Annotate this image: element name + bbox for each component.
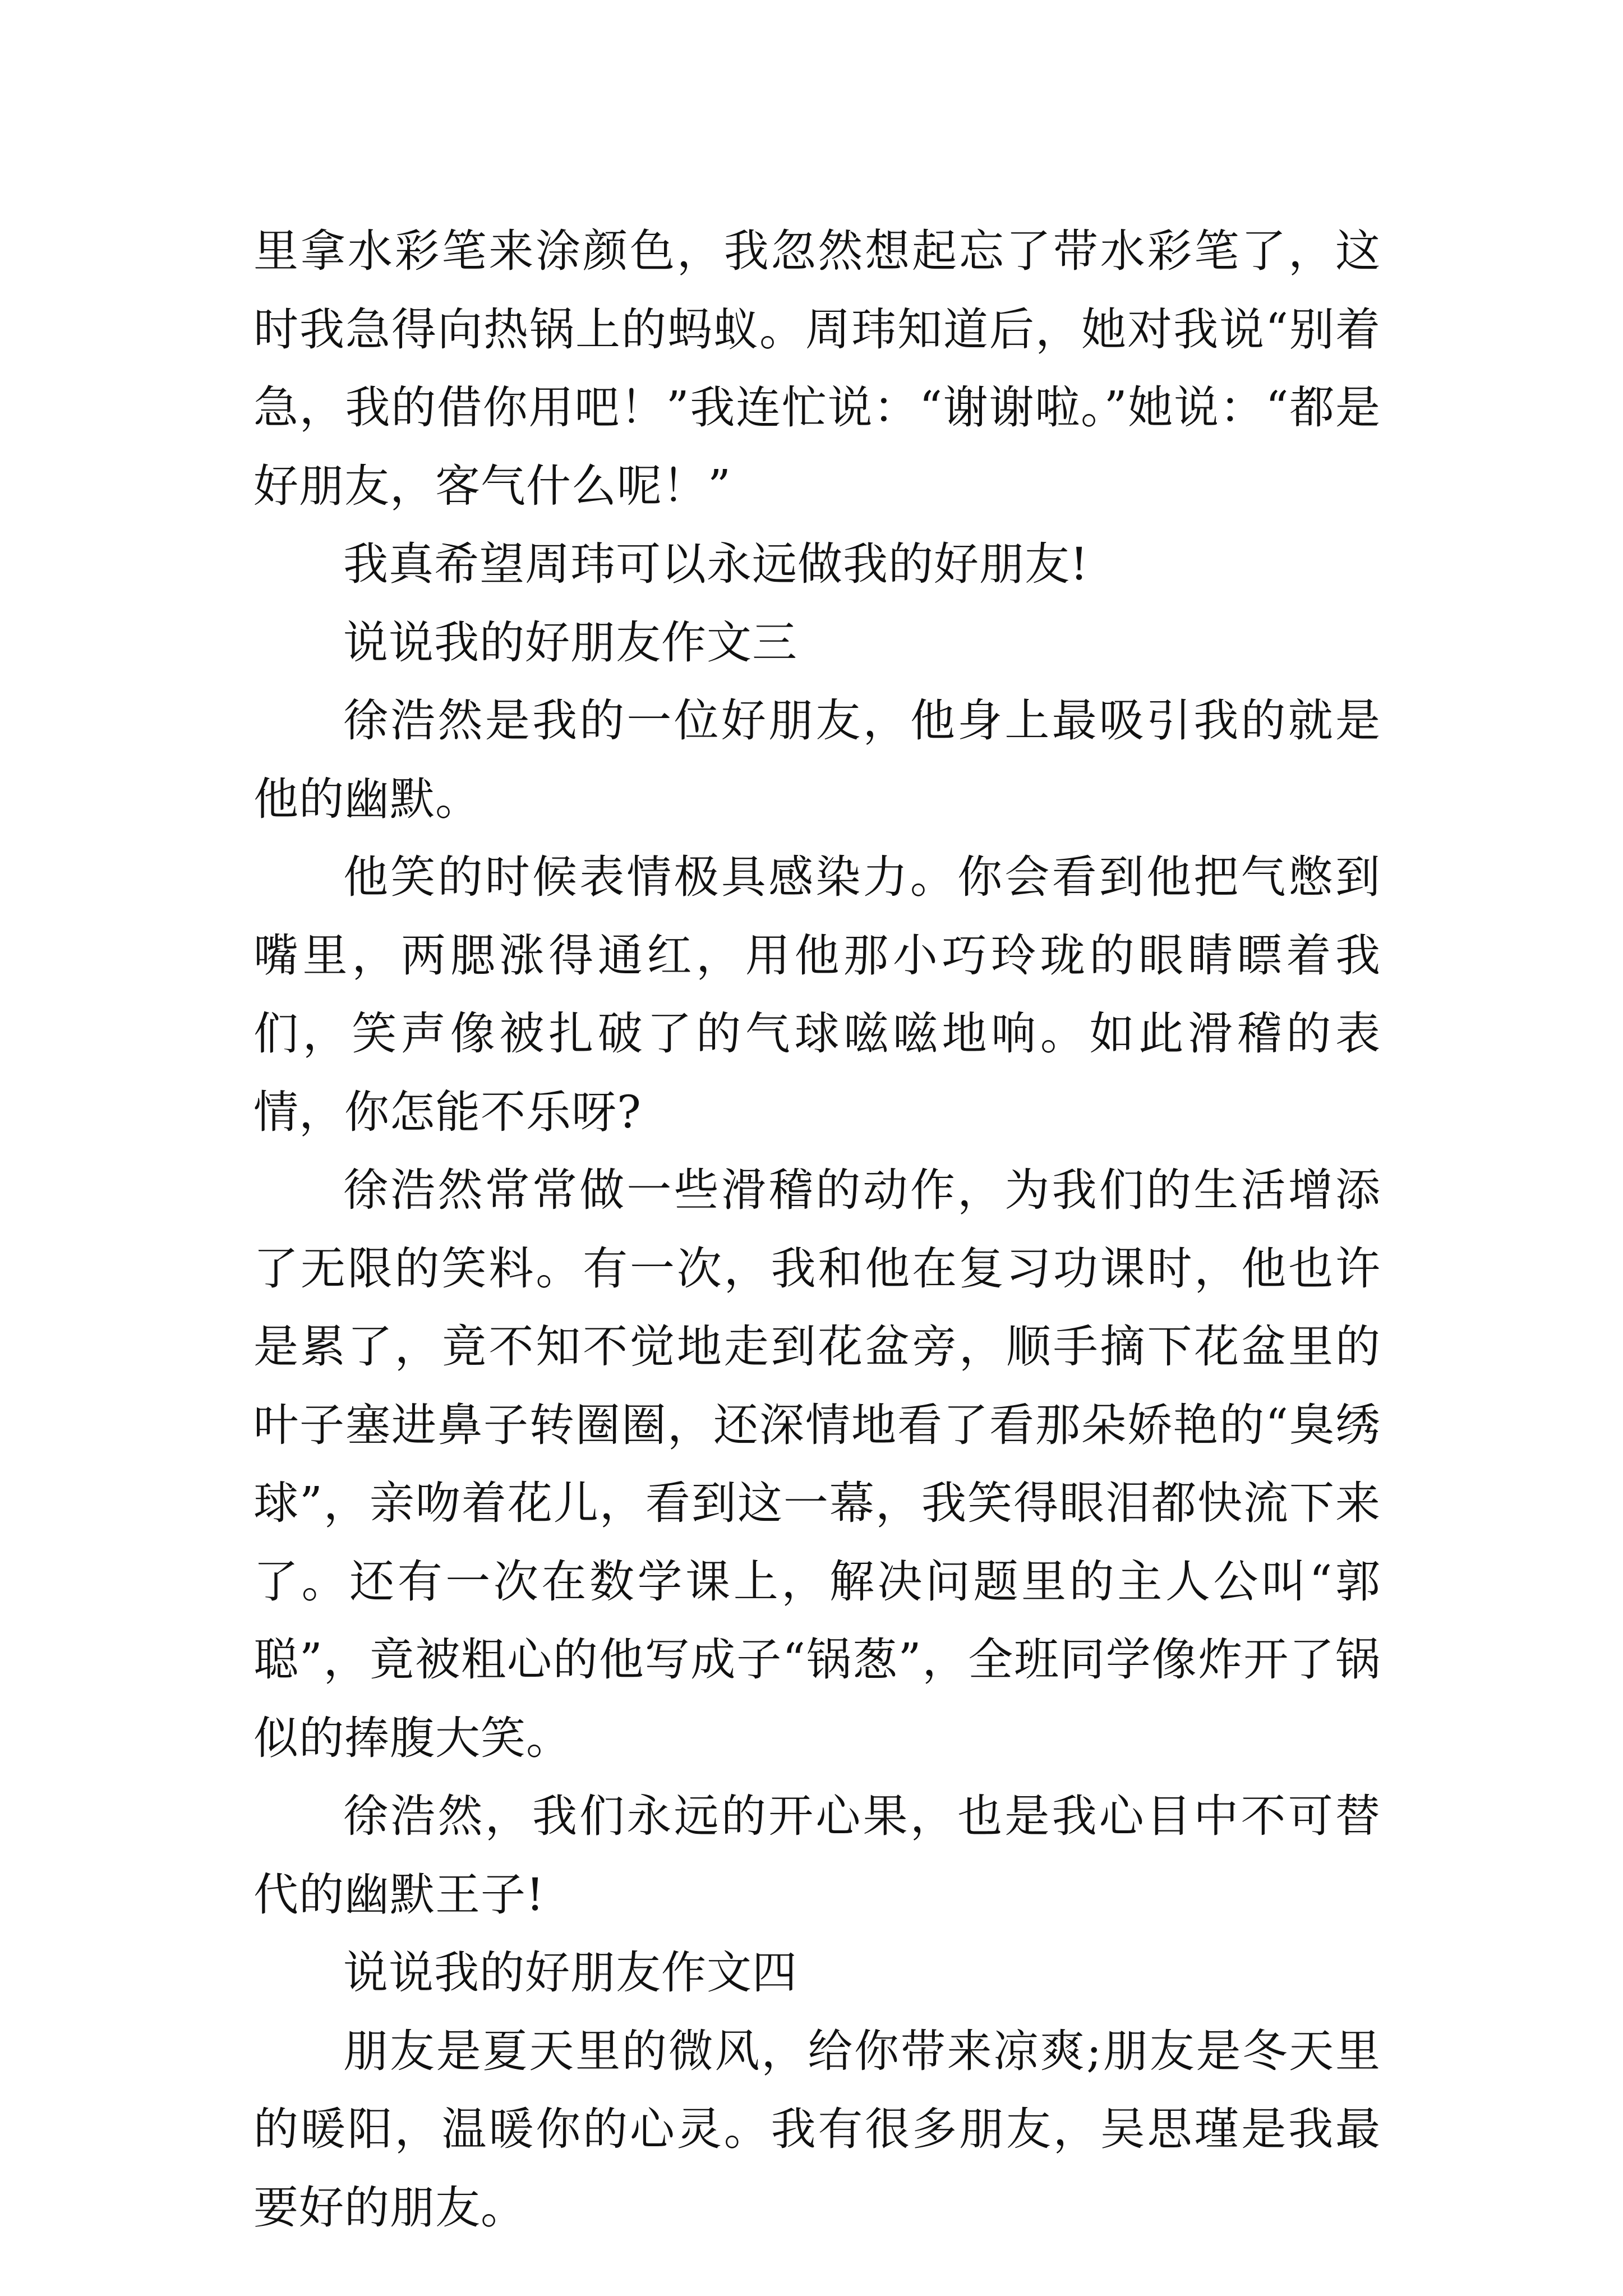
paragraph-laugh: 他笑的时候表情极具感染力。你会看到他把气憋到嘴里，两腮涨得通红，用他那小巧玲珑的眼睛瞟着我们，笑声像被扎破了的气球嗞嗞地响。如此滑稽的表情，你怎能不乐呀? [253,851,1381,1138]
paragraph-wish: 我真希望周玮可以永远做我的好朋友! [343,538,1089,590]
paragraph-continued: 里拿水彩笔来涂颜色，我忽然想起忘了带水彩笔了，这时我急得向热锅上的蚂蚁。周玮知道后，她对我说“别着急，我的借你用吧！”我连忙说：“谢谢啦。”她说：“都是好朋友，客气什么呢！” [253,225,1381,512]
section-heading-4: 说说我的好朋友作文四 [343,1947,797,1999]
section-heading-3: 说说我的好朋友作文三 [343,616,797,669]
paragraph-intro-wu: 朋友是夏天里的微风，给你带来凉爽;朋友是冬天里的暖阳，温暖你的心灵。我有很多朋友，吴思瑾是我最要好的朋友。 [253,2024,1381,2234]
document-body [253,212,1381,2247]
paragraph-conclusion-xu: 徐浩然，我们永远的开心果，也是我心目中不可替代的幽默王子! [253,1790,1381,1921]
paragraph-funny-actions: 徐浩然常常做一些滑稽的动作，为我们的生活增添了无限的笑料。有一次，我和他在复习功课时，他也许是累了，竟不知不觉地走到花盆旁，顺手摘下花盆里的叶子塞进鼻子转圈圈，还深情地看了看那朵娇艳的“臭绣球”，亲吻着花儿，看到这一幕，我笑得眼泪都快流下来了。还有一次在数学课上，解决问题里的主人公叫“郭聪”，竟被粗心的他写成子“锅葱”，全班同学像炸开了锅似的捧腹大笑。 [253,1164,1381,1764]
paragraph-intro-xu: 徐浩然是我的一位好朋友，他身上最吸引我的就是他的幽默。 [253,694,1381,825]
